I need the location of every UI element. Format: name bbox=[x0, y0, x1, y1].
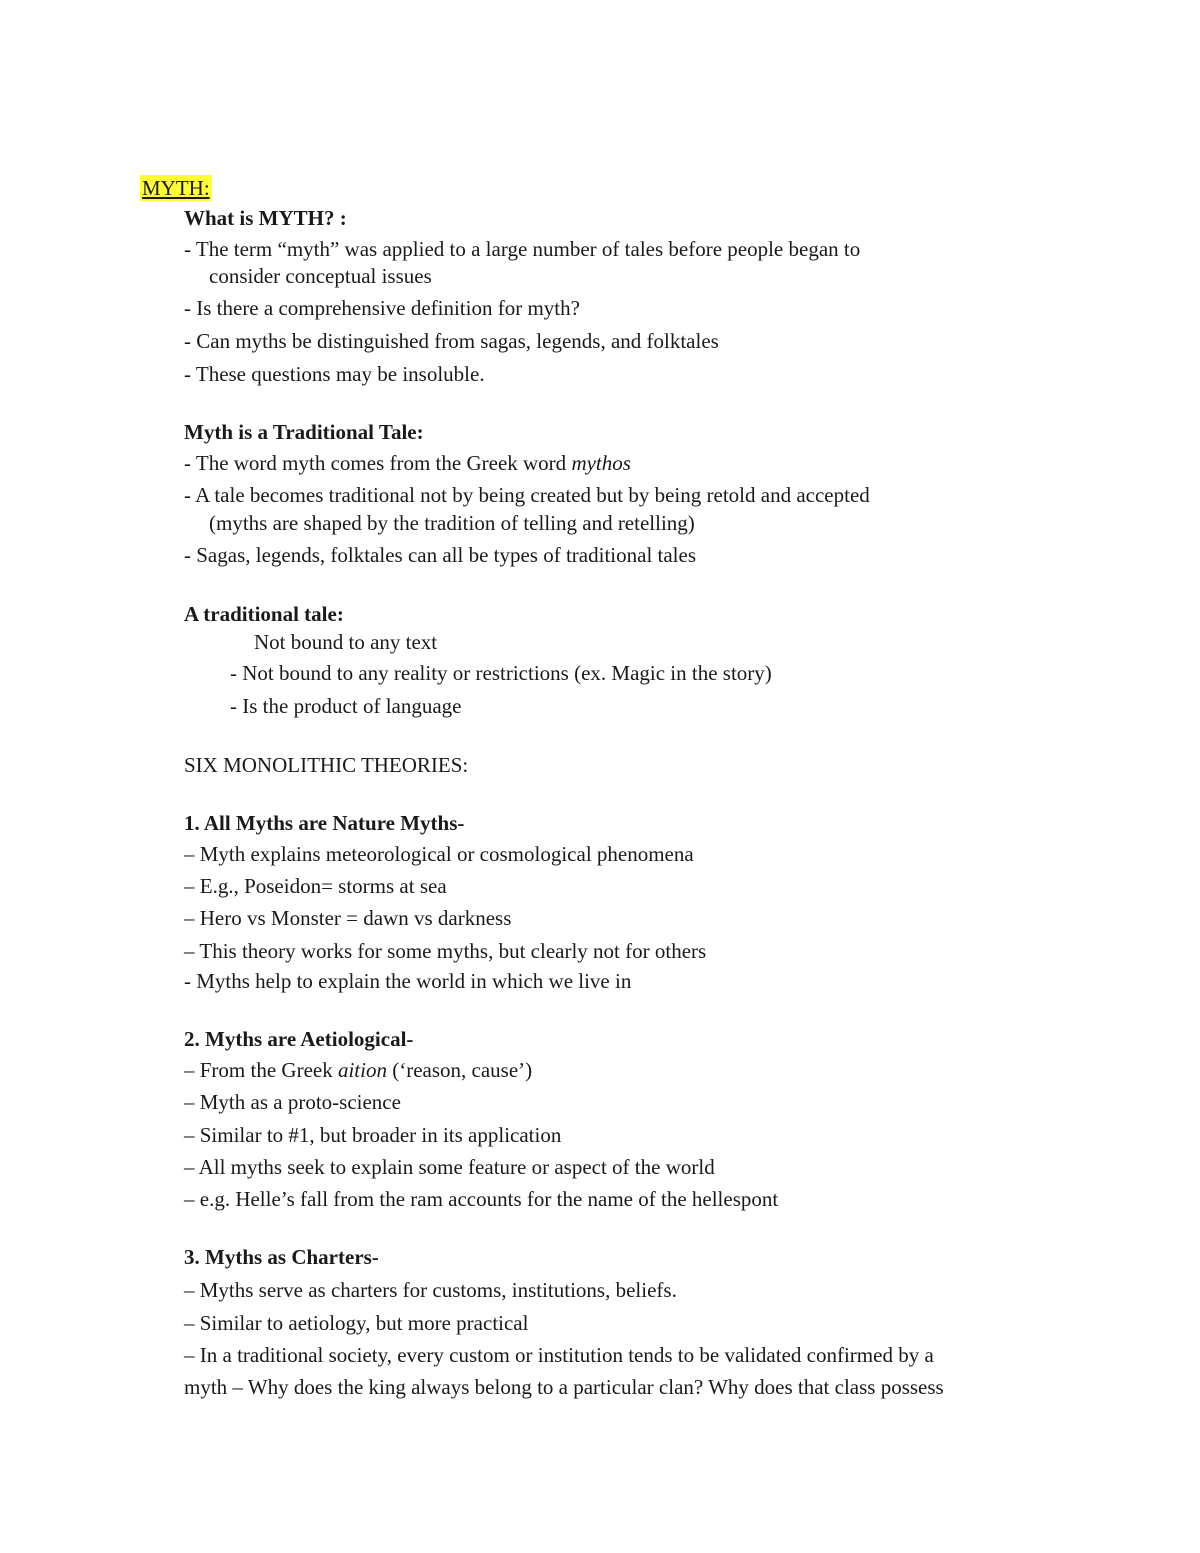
bullet-line: – Myths serve as charters for customs, institutions, beliefs. bbox=[184, 1278, 677, 1302]
bullet-line: – Hero vs Monster = dawn vs darkness bbox=[184, 906, 512, 930]
bullet-line: - Is there a comprehensive definition for myth? bbox=[184, 296, 580, 320]
section-heading-traditional-tale: Myth is a Traditional Tale: bbox=[184, 420, 424, 444]
bullet-line: – Similar to #1, but broader in its application bbox=[184, 1123, 562, 1147]
bullet-line: myth – Why does the king always belong to a particular clan? Why does that class possess bbox=[184, 1375, 944, 1399]
bullet-line: - A tale becomes traditional not by being created but by being retold and accepted bbox=[184, 483, 870, 507]
theory-heading-1: 1. All Myths are Nature Myths- bbox=[184, 811, 465, 835]
bullet-line: - These questions may be insoluble. bbox=[184, 362, 485, 386]
bullet-line: – Myth explains meteorological or cosmological phenomena bbox=[184, 842, 694, 866]
bullet-continuation: (myths are shaped by the tradition of telling and retelling) bbox=[209, 511, 695, 535]
bullet-line: – In a traditional society, every custom or institution tends to be validated confirmed by a bbox=[184, 1343, 934, 1367]
emphasis-aition: aition bbox=[337, 1058, 387, 1082]
list-line: Not bound to any text bbox=[254, 630, 438, 654]
bullet-line: - The word myth comes from the Greek word mythos bbox=[184, 451, 631, 475]
bullet-line: – This theory works for some myths, but clearly not for others bbox=[184, 939, 707, 963]
bullet-line: – All myths seek to explain some feature or aspect of the world bbox=[184, 1155, 715, 1179]
bullet-line: - Sagas, legends, folktales can all be types of traditional tales bbox=[184, 543, 697, 567]
document-title: MYTH: bbox=[142, 176, 210, 200]
bullet-line: – Similar to aetiology, but more practical bbox=[184, 1311, 529, 1335]
section-heading-what-is-myth: What is MYTH? : bbox=[184, 206, 347, 230]
bullet-line: – From the Greek aition (‘reason, cause’) bbox=[184, 1058, 533, 1082]
theory-heading-2: 2. Myths are Aetiological- bbox=[184, 1027, 414, 1051]
section-heading-six-theories: SIX MONOLITHIC THEORIES: bbox=[184, 753, 469, 777]
section-heading-a-traditional-tale: A traditional tale: bbox=[184, 602, 344, 626]
bullet-line: - Is the product of language bbox=[230, 694, 462, 718]
bullet-continuation: consider conceptual issues bbox=[209, 264, 432, 288]
theory-heading-3: 3. Myths as Charters- bbox=[184, 1245, 379, 1269]
bullet-line: – E.g., Poseidon= storms at sea bbox=[184, 874, 447, 898]
bullet-line: - Can myths be distinguished from sagas, legends, and folktales bbox=[184, 329, 719, 353]
bullet-line: – Myth as a proto-science bbox=[184, 1090, 401, 1114]
bullet-line: - Myths help to explain the world in which we live in bbox=[184, 969, 632, 993]
bullet-line: - The term “myth” was applied to a large number of tales before people began to bbox=[184, 237, 861, 261]
bullet-line: - Not bound to any reality or restrictions (ex. Magic in the story) bbox=[230, 661, 772, 685]
bullet-line: – e.g. Helle’s fall from the ram accounts for the name of the hellespont bbox=[184, 1187, 779, 1211]
emphasis-mythos: mythos bbox=[571, 451, 631, 475]
